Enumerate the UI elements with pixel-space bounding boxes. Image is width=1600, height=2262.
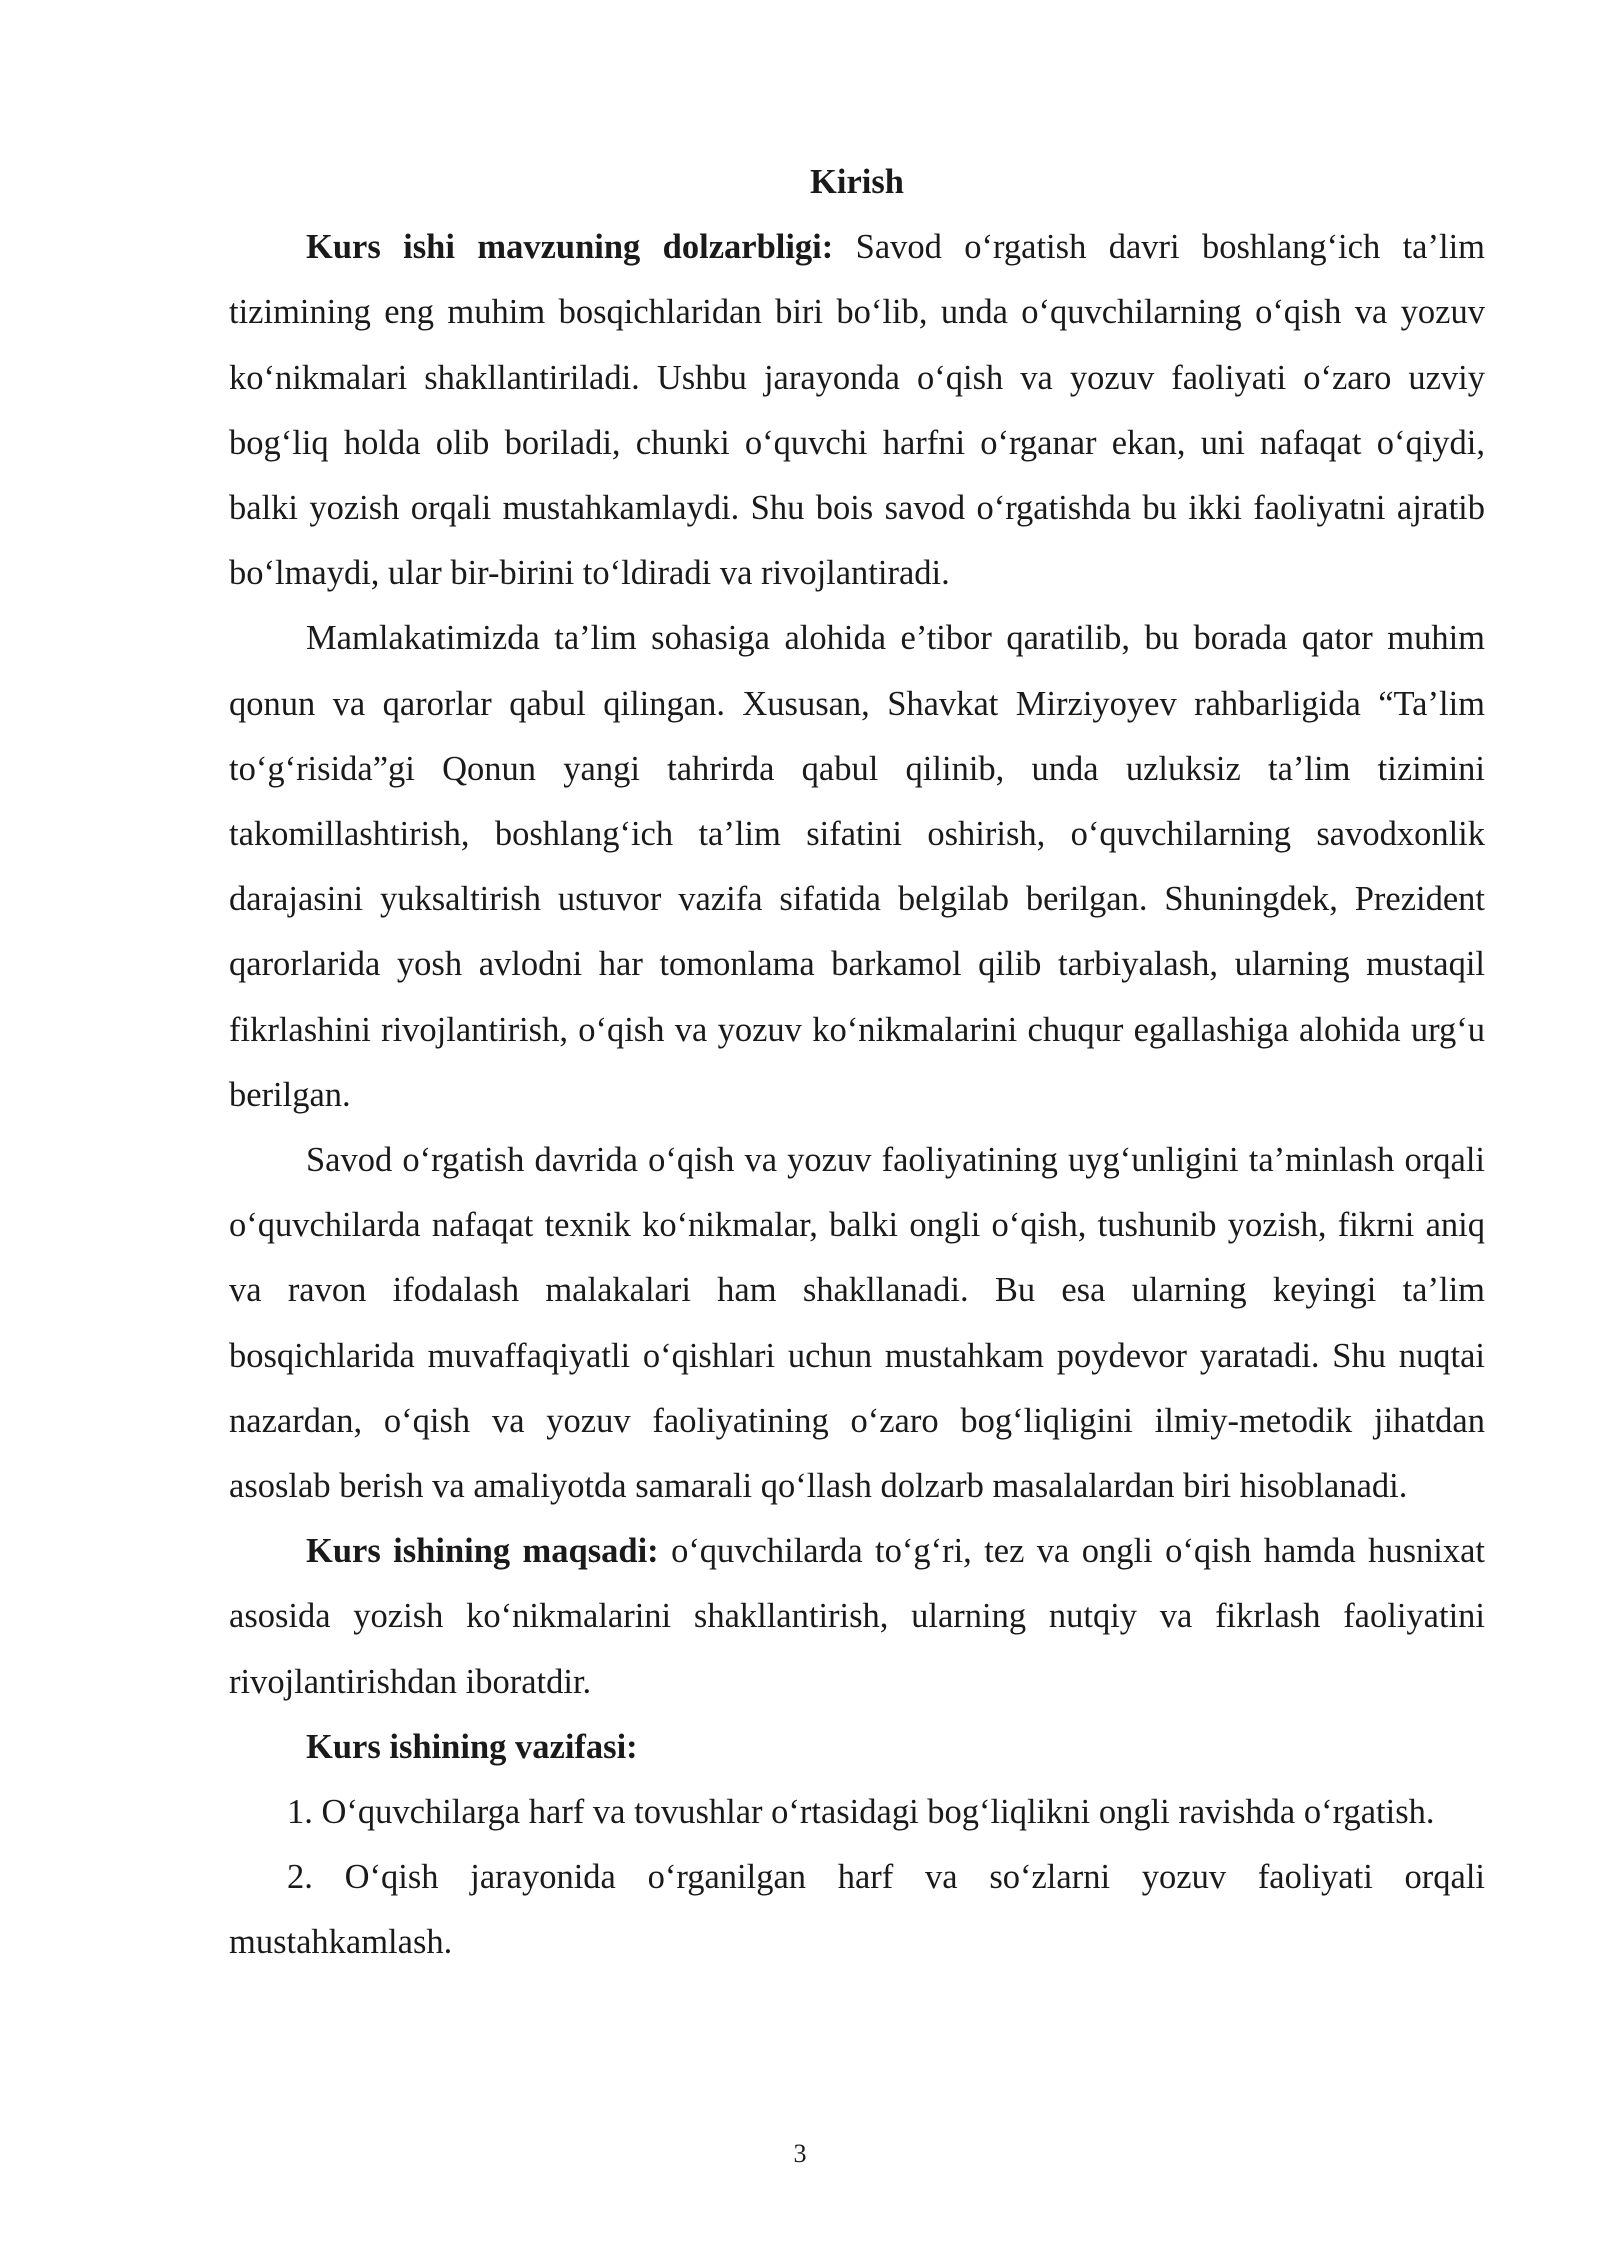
tasks-heading: Kurs ishining vazifasi: (306, 1727, 638, 1766)
task-item: 2. O‘qish jarayonida o‘rganilgan harf va so‘zlarni yozuv faoliyati orqali mustahkamlash. (229, 1858, 1485, 1962)
paragraph-legislation (229, 606, 1485, 1128)
paragraph-harmony (229, 1128, 1485, 1519)
page-title: Kirish (810, 163, 904, 201)
paragraph-relevance (229, 215, 1485, 606)
page-content (229, 150, 1485, 1976)
paragraph-text: Savod o‘rgatish davri boshlang‘ich ta’lim tizimining eng muhim bosqichlaridan biri bo‘lib, unda o‘quvchilarning o‘qish va yozuv ko‘nikmalari shakllantiriladi. Ushbu jarayonda o‘qish va yozuv faoliyati o‘zaro uzviy bog‘liq holda olib boriladi, chunki o‘quvchi harfni o‘rganar ekan, uni nafaqat o‘qiydi, balki yozish orqali mustahkamlaydi. Shu bois savod o‘rgatishda bu ikki faoliyatni ajratib bo‘lmaydi, ular bir-birini to‘ldiradi va rivojlantiradi. (229, 228, 1485, 593)
paragraph-goal (229, 1519, 1485, 1715)
paragraph-lead: Kurs ishi mavzuning dolzarbligi: (306, 228, 834, 267)
paragraph-lead: Kurs ishining maqsadi: (306, 1532, 659, 1571)
task-item: 1. O‘quvchilarga harf va tovushlar o‘rtasidagi bog‘liqlikni ongli ravishda o‘rgatish. (287, 1793, 1435, 1832)
paragraph-text: o‘quvchilarda to‘g‘ri, tez va ongli o‘qish hamda husnixat asosida yozish ko‘nikmalarini shakllantirish, ularning nutqiy va fikrlash faoliyatini rivojlantirishdan iboratdir. (229, 1532, 1485, 1701)
paragraph-text: Mamlakatimizda ta’lim sohasiga alohida e’tibor qaratilib, bu borada qator muhim qonun va qarorlar qabul qilingan. Xususan, Shavkat Mirziyoyev rahbarligida “Ta’lim to‘g‘risida”gi Qonun yangi tahrirda qabul qilinib, unda uzluksiz ta’lim tizimini takomillashtirish, boshlang‘ich ta’lim sifatini oshirish, o‘quvchilarning savodxonlik darajasini yuksaltirish ustuvor vazifa sifatida belgilab berilgan. Shuningdek, Prezident qarorlarida yosh avlodni har tomonlama barkamol qilib tarbiyalash, ularning mustaqil fikrlashini rivojlantirish, o‘qish va yozuv ko‘nikmalarini chuqur egallashiga alohida urg‘u berilgan. (229, 619, 1485, 1114)
paragraph-text: Savod o‘rgatish davrida o‘qish va yozuv faoliyatining uyg‘unligini ta’minlash orqali o‘quvchilarda nafaqat texnik ko‘nikmalar, balki ongli o‘qish, tushunib yozish, fikrni aniq va ravon ifodalash malakalari ham shakllanadi. Bu esa ularning keyingi ta’lim bosqichlarida muvaffaqiyatli o‘qishlari uchun mustahkam poydevor yaratadi. Shu nuqtai nazardan, o‘qish va yozuv faoliyatining o‘zaro bog‘liqligini ilmiy-metodik jihatdan asoslab berish va amaliyotda samarali qo‘llash dolzarb masalalardan biri hisoblanadi. (229, 1141, 1485, 1506)
page-number: 3 (793, 2139, 807, 2168)
